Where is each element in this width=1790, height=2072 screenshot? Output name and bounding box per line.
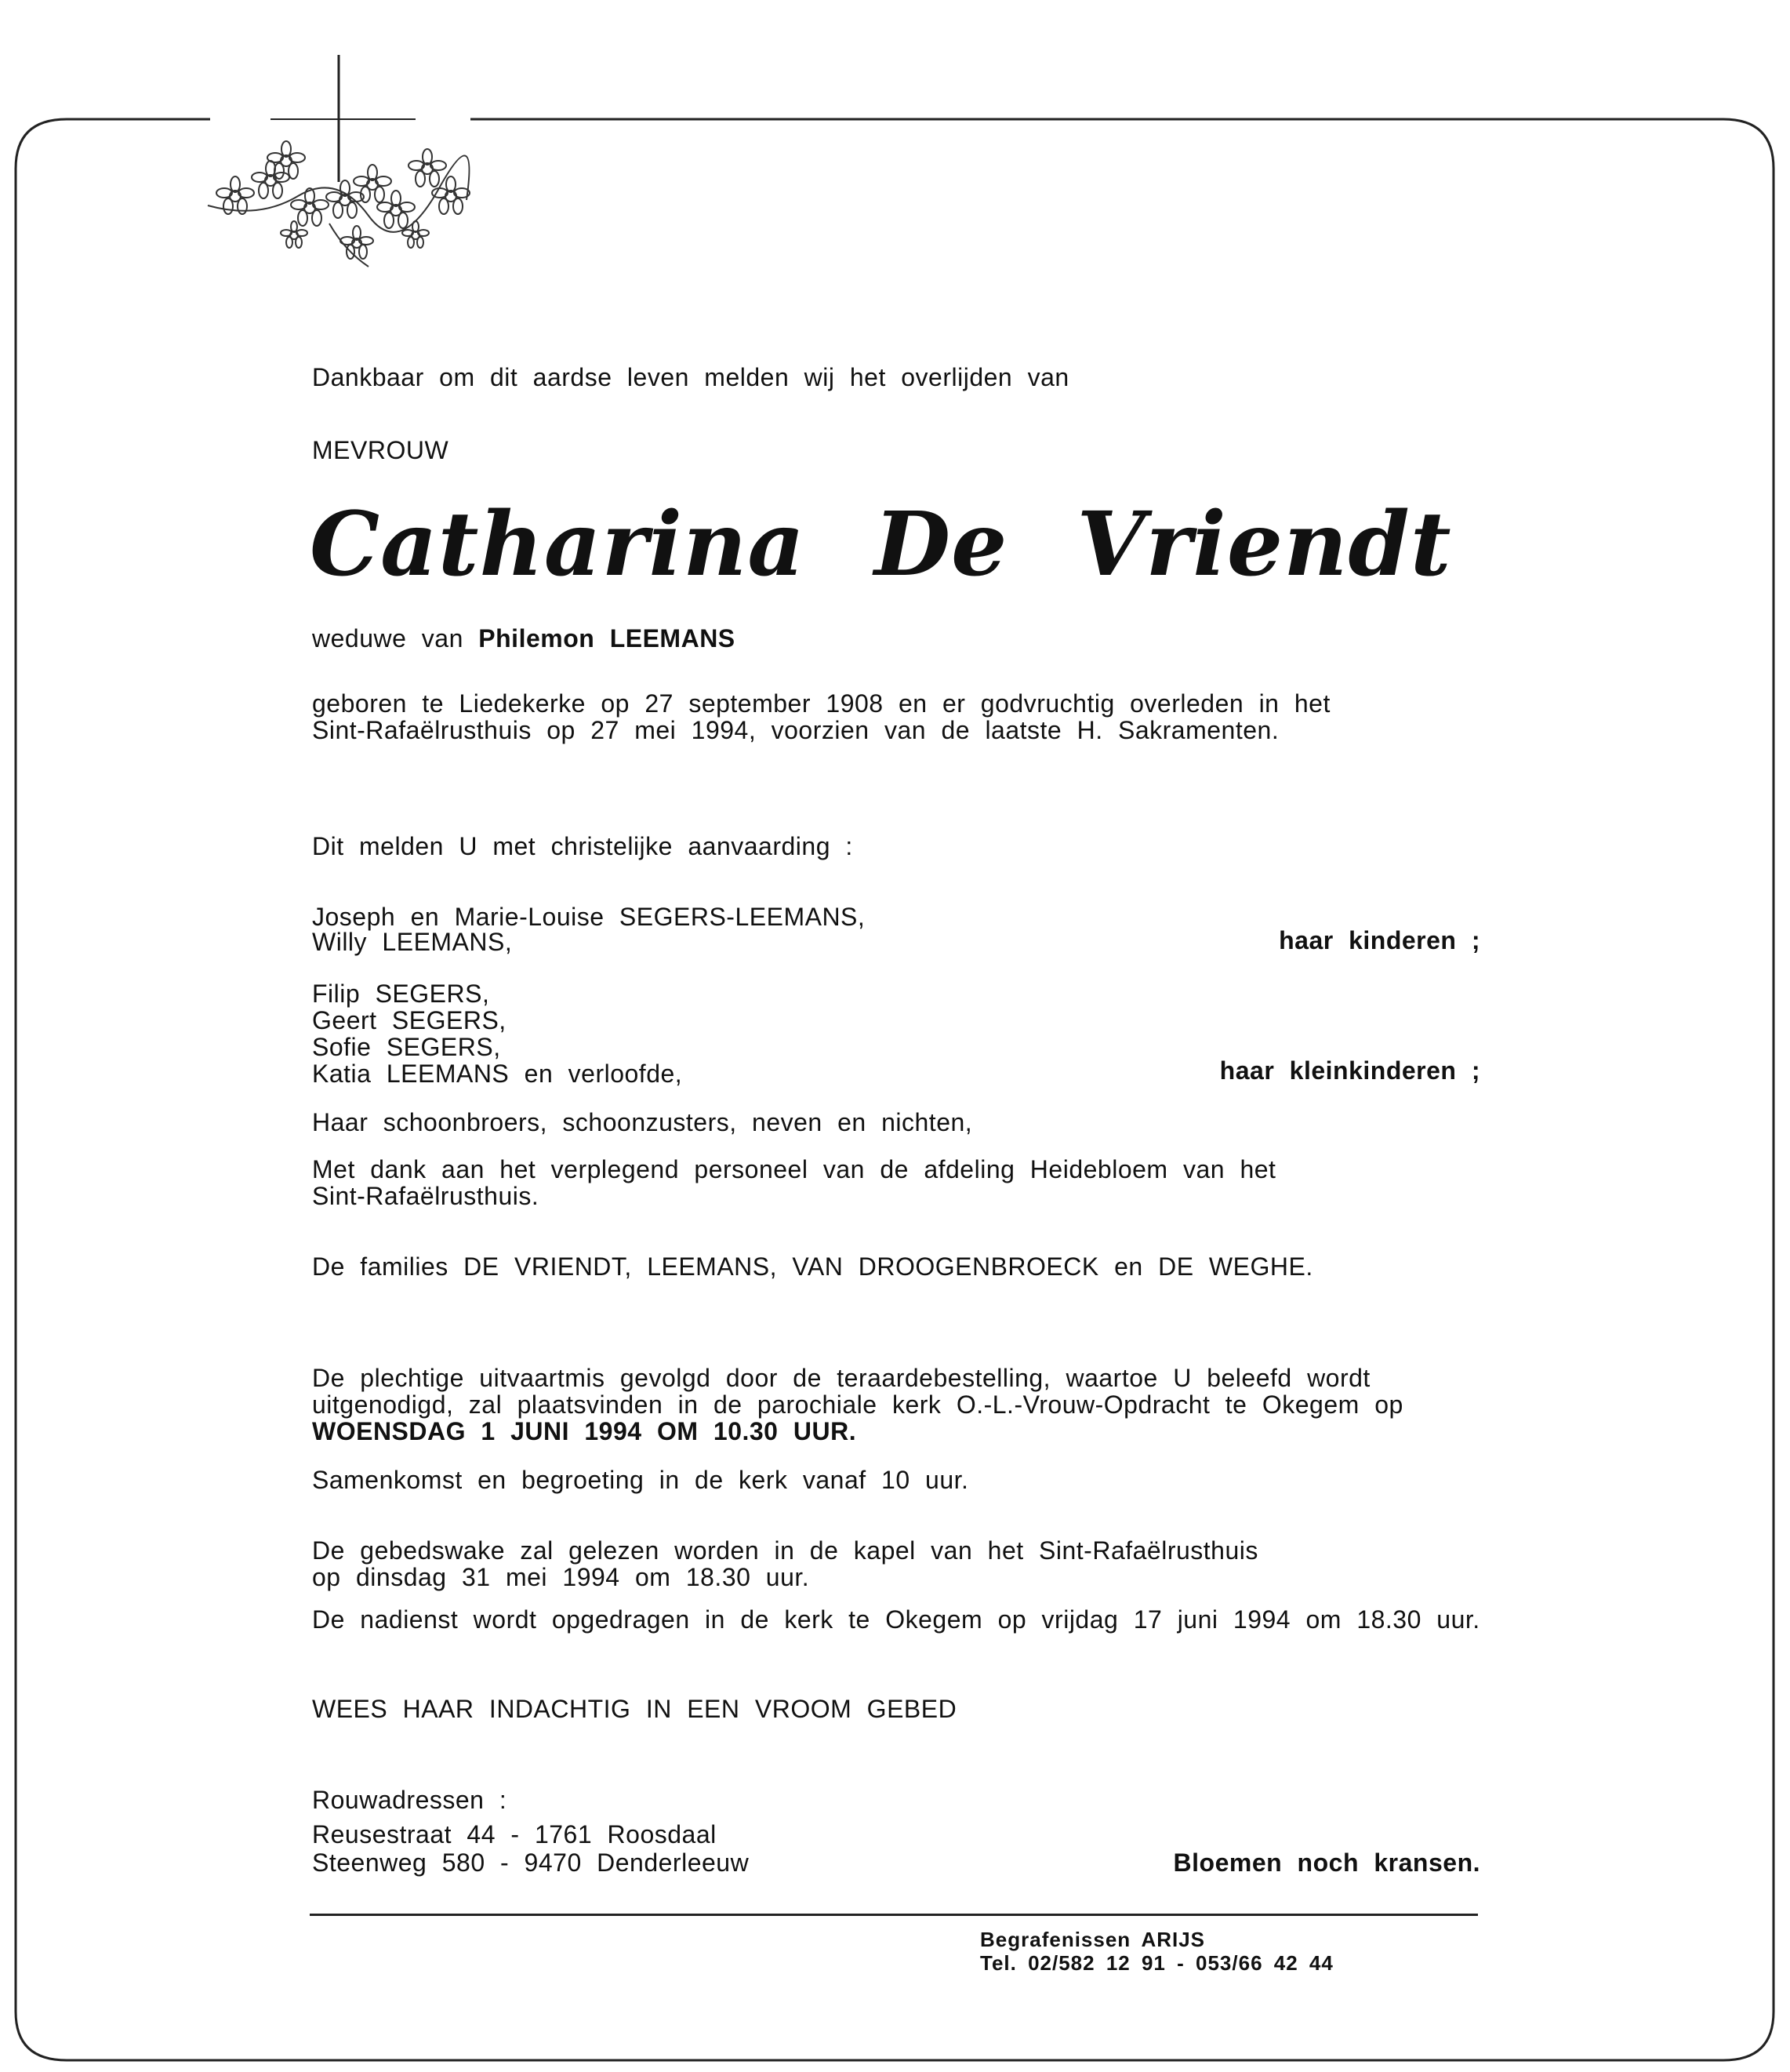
gathering-text: Samenkomst en begroeting in de kerk vanaf 10 uur. [312,1466,969,1494]
in-laws-text: Haar schoonbroers, schoonzusters, neven en nichten, [312,1108,973,1136]
grandchild-2: Geert SEGERS, [312,1006,507,1034]
grandchild-1: Filip SEGERS, [312,980,490,1008]
funeral-line-1: De plechtige uitvaartmis gevolgd door de teraardebestelling, waartoe U beleefd wordt [312,1364,1371,1392]
remember-text: WEES HAAR INDACHTIG IN EEN VROOM GEBED [312,1695,957,1723]
addresses-label: Rouwadressen : [312,1786,507,1814]
child-1: Joseph en Marie-Louise SEGERS-LEEMANS, [312,903,866,931]
funeral-date: WOENSDAG 1 JUNI 1994 OM 10.30 UUR. [312,1417,857,1445]
announce-text: Dit melden U met christelijke aanvaarding : [312,832,853,860]
memorial-text: De nadienst wordt opgedragen in de kerk te Okegem op vrijdag 17 juni 1994 om 18.30 uur. [312,1605,1480,1634]
birth-line-1: geboren te Liedekerke op 27 september 1908 en er godvruchtig overleden in het [312,689,1331,718]
address-1: Reusestraat 44 - 1761 Roosdaal [312,1820,717,1848]
grandchild-3: Sofie SEGERS, [312,1033,501,1061]
spouse-name: Philemon LEEMANS [478,624,735,652]
footer-divider [310,1914,1478,1916]
vigil-line-2: op dinsdag 31 mei 1994 om 18.30 uur. [312,1563,810,1591]
deceased-name: Catharina De Vriendt [310,493,1452,596]
birth-line-2: Sint-Rafaëlrusthuis op 27 mei 1994, voorzien van de laatste H. Sakramenten. [312,716,1280,744]
grandchildren-label: haar kleinkinderen ; [1219,1056,1480,1085]
no-flowers-text: Bloemen noch kransen. [1173,1848,1480,1877]
address-2: Steenweg 580 - 9470 Denderleeuw [312,1848,750,1877]
widow-line [312,623,735,653]
thanks-line-2: Sint-Rafaëlrusthuis. [312,1182,539,1210]
undertaker-name: Begrafenissen ARIJS [980,1928,1206,1951]
child-2: Willy LEEMANS, [312,928,513,956]
vigil-line-1: De gebedswake zal gelezen worden in de kapel van het Sint-Rafaëlrusthuis [312,1536,1258,1565]
funeral-line-2: uitgenodigd, zal plaatsvinden in de parochiale kerk O.-L.-Vrouw-Opdracht te Okegem op [312,1390,1403,1419]
grandchild-4: Katia LEEMANS en verloofde, [312,1060,683,1088]
undertaker-phone: Tel. 02/582 12 91 - 053/66 42 44 [980,1951,1334,1975]
families-text: De families DE VRIENDT, LEEMANS, VAN DROOGENBROECK en DE WEGHE. [312,1252,1313,1281]
widow-prefix: weduwe van [312,624,463,652]
intro-text: Dankbaar om dit aardse leven melden wij het overlijden van [312,363,1069,391]
thanks-line-1: Met dank aan het verplegend personeel van de afdeling Heidebloem van het [312,1155,1276,1183]
children-label: haar kinderen ; [1279,926,1480,954]
title-prefix: MEVROUW [312,436,449,464]
